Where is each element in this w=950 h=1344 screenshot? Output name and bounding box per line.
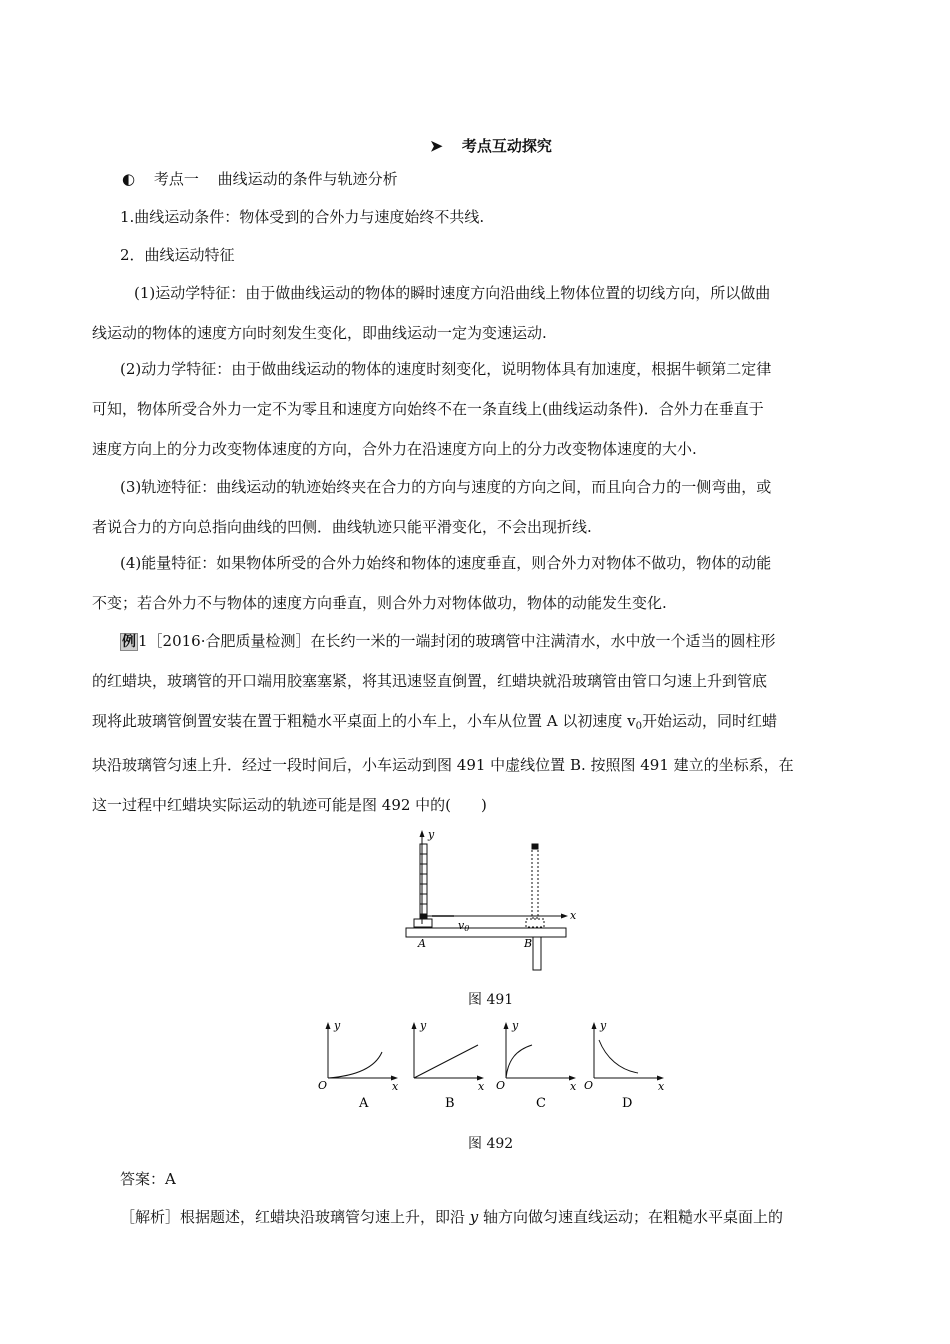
- analysis-line: [120, 1207, 783, 1227]
- fig491-a-label: A: [418, 937, 426, 950]
- x-axis-arrow-icon: [561, 914, 568, 919]
- figure-492-caption: 图 492: [468, 1136, 514, 1152]
- section-title: 考点互动探究: [461, 137, 552, 155]
- topic-title: 曲线运动的条件与轨迹分析: [217, 170, 398, 188]
- graph-c-option: C: [536, 1096, 546, 1111]
- graph-a-curve: [328, 1052, 382, 1078]
- graph-a-x-label: x: [392, 1080, 399, 1093]
- graph-d-origin: O: [584, 1079, 594, 1092]
- paragraph-energy-1: (4)能量特征：如果物体所受的合外力始终和物体的速度垂直，则合外力对物体不做功，物体的动能: [120, 554, 772, 572]
- v0-subscript: 0: [635, 721, 642, 732]
- table-top: [406, 928, 566, 937]
- paragraph-dynamic-1: (2)动力学特征：由于做曲线运动的物体的速度时刻变化，说明物体具有加速度，根据牛顿第二定律: [120, 360, 772, 378]
- graph-c-curve: [506, 1045, 532, 1078]
- figure-492: [310, 1016, 680, 1116]
- topic-heading: [122, 169, 398, 189]
- graph-c-y-label: y: [512, 1019, 519, 1032]
- arrow-bullet-icon: ➤: [430, 137, 443, 155]
- example-text-1: 1［2016·合肥质量检测］在长约一米的一端封闭的玻璃管中注满清水，水中放一个适当的圆柱形: [138, 632, 776, 650]
- graph-d-option: D: [622, 1096, 633, 1111]
- graph-c-origin: O: [496, 1079, 506, 1092]
- answer-line: 答案：A: [120, 1170, 176, 1188]
- cart-b: [526, 919, 544, 927]
- fig491-y-label: y: [428, 828, 435, 841]
- example-line-2: 的红蜡块，玻璃管的开口端用胶塞塞紧，将其迅速竖直倒置，红蜡块就沿玻璃管由管口匀速上升到管底: [92, 672, 768, 690]
- graph-d-curve: [599, 1040, 638, 1073]
- table-leg: [533, 937, 541, 970]
- topic-label: 考点一: [153, 170, 199, 188]
- glass-tube-start: [420, 844, 427, 918]
- example-text-3b: 开始运动，同时红蜡: [642, 712, 778, 730]
- example-line-3: [92, 711, 777, 737]
- wax-block-end: [532, 844, 538, 849]
- figure-491: [400, 826, 580, 972]
- graph-c-x-label: x: [570, 1080, 577, 1093]
- graph-d-y-label: y: [600, 1019, 607, 1032]
- graph-d-x-label: x: [658, 1080, 665, 1093]
- analysis-text-a: ［解析］根据题述，红蜡块沿玻璃管匀速上升，即沿: [120, 1208, 470, 1226]
- circle-bullet-icon: ◐: [122, 170, 136, 188]
- paragraph-dynamic-2: 可知，物体所受合外力一定不为零且和速度方向始终不在一条直线上(曲线运动条件)．合外力在垂直于: [92, 400, 764, 418]
- graph-b-x-label: x: [478, 1080, 485, 1093]
- graph-d-y-arrow-icon: [592, 1022, 597, 1029]
- example-mark: 例: [122, 634, 136, 650]
- analysis-text-b: 轴方向做匀速直线运动；在粗糙水平桌面上的: [478, 1208, 784, 1226]
- paragraph-kinematic-2: 线运动的物体的速度方向时刻发生变化，即曲线运动一定为变速运动.: [92, 324, 547, 342]
- figure-491-caption: 图 491: [468, 992, 514, 1008]
- cart-a: [414, 919, 432, 927]
- paragraph-trajectory-2: 者说合力的方向总指向曲线的凹侧．曲线轨迹只能平滑变化，不会出现折线.: [92, 518, 592, 536]
- paragraph-features-heading: 2．曲线运动特征: [120, 246, 235, 264]
- graph-a-origin: O: [318, 1079, 328, 1092]
- example-line-1: [120, 631, 776, 651]
- analysis-axis: y: [469, 1208, 479, 1226]
- paragraph-energy-2: 不变；若合外力不与物体的速度方向垂直，则合外力对物体做功，物体的动能发生变化.: [92, 594, 667, 612]
- section-heading: [430, 135, 552, 156]
- paragraph-kinematic-1: (1)运动学特征：由于做曲线运动的物体的瞬时速度方向沿曲线上物体位置的切线方向，所以做曲: [134, 284, 771, 302]
- graph-b-line: [414, 1045, 478, 1078]
- graph-b-y-arrow-icon: [412, 1022, 417, 1029]
- graph-c-y-arrow-icon: [504, 1022, 509, 1029]
- example-text-3a: 现将此玻璃管倒置安装在置于粗糙水平桌面上的小车上，小车从位置 A 以初速度 v: [92, 712, 636, 730]
- fig491-x-label: x: [570, 909, 577, 922]
- graph-a-option: A: [359, 1096, 369, 1111]
- fig491-b-label: B: [524, 937, 533, 950]
- paragraph-condition: 1.曲线运动条件：物体受到的合外力与速度始终不共线.: [120, 208, 485, 226]
- paragraph-dynamic-3: 速度方向上的分力改变物体速度的方向，合外力在沿速度方向上的分力改变物体速度的大小.: [92, 440, 697, 458]
- graph-b-option: B: [445, 1096, 455, 1111]
- example-line-4: 块沿玻璃管匀速上升．经过一段时间后，小车运动到图 491 中虚线位置 B. 按照图 491 建立的坐标系，在: [92, 756, 794, 774]
- graph-b-y-label: y: [420, 1019, 427, 1032]
- graph-a-y-arrow-icon: [326, 1022, 331, 1029]
- example-line-5: 这一过程中红蜡块实际运动的轨迹可能是图 492 中的( ): [92, 796, 487, 814]
- glass-tube-end: [532, 844, 538, 918]
- paragraph-trajectory-1: (3)轨迹特征：曲线运动的轨迹始终夹在合力的方向与速度的方向之间，而且向合力的一侧弯曲，或: [120, 478, 772, 496]
- graph-a-y-label: y: [334, 1019, 341, 1032]
- y-axis-arrow-icon: [420, 830, 425, 837]
- fig491-v-label: v0: [458, 919, 470, 933]
